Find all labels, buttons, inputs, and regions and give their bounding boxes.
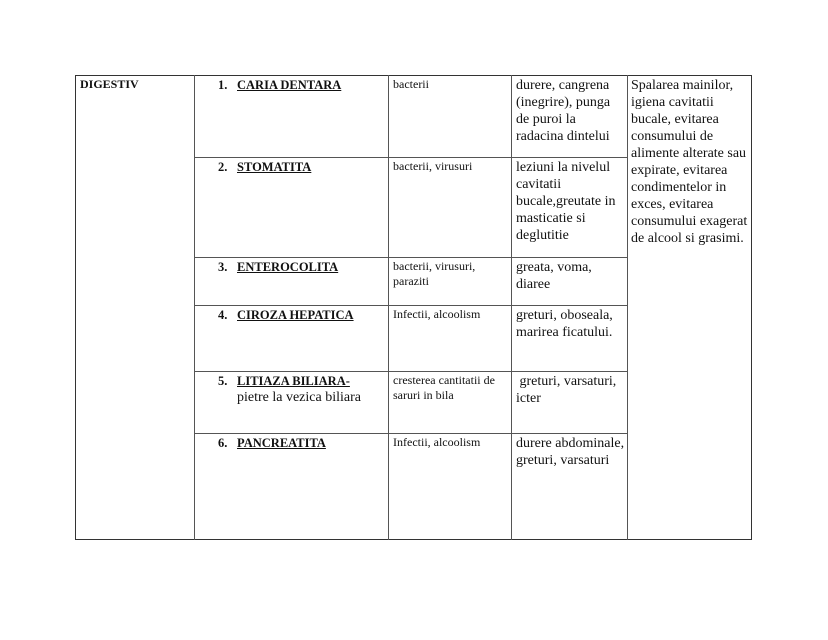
disease-name-cell [218,373,361,406]
symptoms-cell: durere, cangrena (inegrire), punga de puroi la radacina dintelui [516,78,611,144]
disease-name: CARIA DENTARA [237,78,342,92]
symptoms-cell: greturi, oboseala, marirea ficatului. [516,308,613,340]
cause-cell: Infectii, alcoolism [393,435,481,449]
column-divider [511,75,512,540]
disease-name-cell [218,435,326,451]
disease-number: 5. [218,374,228,388]
symptoms-cell: durere abdominale, greturi, varsaturi [516,436,625,468]
disease-number: 2. [218,160,228,174]
system-name: DIGESTIV [80,77,139,91]
disease-name: PANCREATITA [237,436,326,450]
row-divider [194,433,627,434]
disease-number: 1. [218,78,228,92]
disease-name-cell [218,259,338,275]
disease-number: 3. [218,260,228,274]
symptoms-cell: greturi, varsaturi, icter [516,374,620,406]
cause-cell: Infectii, alcoolism [393,307,481,321]
row-divider [194,157,627,158]
prevention-cell: Spalarea mainilor, igiena cavitatii bucale, evitarea consumului de alimente alterate sau expirate, evitarea condimentelor in exces, evitarea consumului exagerat de alcool si grasimi. [631,78,748,246]
disease-name: STOMATITA [237,160,312,174]
disease-name-cell [218,307,354,323]
symptoms-cell: leziuni la nivelul cavitatii bucale,greutate in masticatie si deglutitie [516,160,616,243]
symptoms-cell: greata, voma, diaree [516,260,592,292]
row-divider [194,371,627,372]
disease-name: ENTEROCOLITA [237,260,339,274]
disease-name: LITIAZA BILIARA- [237,374,350,388]
disease-name-cell [218,159,311,175]
cause-cell: cresterea cantitatii de saruri in bila [393,373,495,402]
disease-number: 6. [218,436,228,450]
column-divider [627,75,628,540]
row-divider [194,305,627,306]
column-divider [388,75,389,540]
cause-cell: bacterii, virusuri, paraziti [393,259,476,288]
disease-number: 4. [218,308,228,322]
row-divider [194,257,627,258]
disease-name-cell [218,77,341,93]
cause-cell: bacterii [393,77,429,91]
disease-subtitle: pietre la vezica biliara [237,390,361,405]
cause-cell: bacterii, virusuri [393,159,473,173]
disease-name: CIROZA HEPATICA [237,308,354,322]
column-divider [194,75,195,540]
